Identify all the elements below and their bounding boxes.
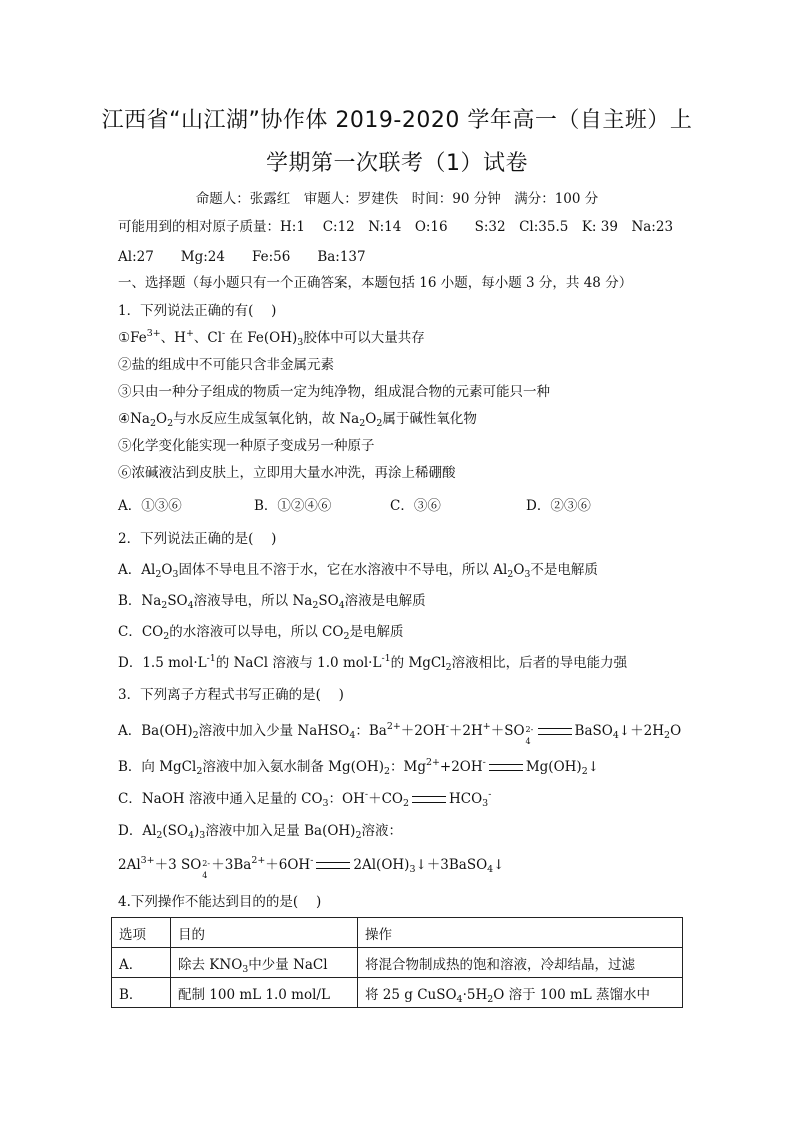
question-1-statement-1: $①Fe^{3+}$、H+、Cl- 在 $Fe(OH)_3$胶体中可以大量共存 (118, 328, 425, 348)
question-1-statement-3: ③只由一种分子组成的物质一定为纯净物，组成混合物的元素可能只一种 (118, 384, 550, 400)
option-b[interactable]: B．①②④⑥ (254, 498, 332, 514)
question-1-statement-2: ②盐的组成中不可能只含非金属元素 (118, 357, 334, 373)
atomic-masses-line1: 可能用到的相对原子质量：H:1 C:12 N:14 O:16 S:32 Cl:35.5 K: 39 Na:23 (118, 219, 674, 235)
table-row (112, 948, 683, 978)
equals-sign (412, 796, 446, 803)
table-cell-goal: 配制 100 mL 1.0 mol/L (171, 978, 358, 1008)
question-2-option-c[interactable]: C．$CO_2$的水溶液可以导电，所以 $CO_2$是电解质 (118, 624, 404, 642)
equals-sign (489, 764, 523, 771)
question-3-option-c[interactable]: C．NaOH 溶液中通入足量的 $CO_3$：$OH^-+CO_2$ $HCO_3^-$ (118, 789, 492, 809)
table-header-row (112, 918, 683, 948)
table-cell-goal: 除去 $KNO_3$中少量 NaCl (171, 948, 358, 978)
option-c[interactable]: C．③⑥ (390, 498, 441, 514)
question-2-option-a[interactable]: A．$Al_2O_3$固体不导电且不溶于水，它在水溶液中不导电，所以 $Al_2O_3$不是电解质 (118, 562, 598, 580)
table-cell-operation: 将混合物制成热的饱和溶液，冷却结晶，过滤 (358, 948, 683, 978)
question-1-stem: 1．下列说法正确的有( ) (118, 303, 277, 319)
question-2-option-b[interactable]: B．$Na_2SO_4$溶液导电，所以 $Na_2SO_4$溶液是电解质 (118, 593, 426, 611)
question-1-options (118, 497, 591, 515)
question-1-statement-4: $④Na_2O_2$与水反应生成氢氧化钠，故 $Na_2O_2$属于碱性氧化物 (118, 411, 477, 429)
question-1-statement-6: ⑥浓碱液沾到皮肤上，立即用大量水冲洗，再涂上稀硼酸 (118, 465, 456, 481)
section-heading: 一、选择题（每小题只有一个正确答案，本题包括 16 小题，每小题 3 分，共 48 分） (118, 275, 633, 291)
option-d[interactable]: D．②③⑥ (526, 498, 591, 514)
option-a[interactable]: A．①③⑥ (118, 498, 182, 514)
question-3-option-d-equation: $2Al^{3+}+3$ SO 2- 4 $+3Ba^{2+}+6OH^-$ $2Al(OH)_3↓+3BaSO_4↓$ (118, 855, 505, 880)
table-header-cell: 目的 (171, 918, 358, 948)
atomic-masses-line2: Al:27 Mg:24 Fe:56 Ba:137 (118, 249, 366, 265)
question-3-option-d[interactable]: D．$Al_2(SO_4)_3$溶液中加入足量 $Ba(OH)_2$溶液： (118, 823, 402, 841)
question-4-stem: 4.下列操作不能达到目的的是( ) (118, 894, 322, 910)
table-header-cell: 选项 (112, 918, 171, 948)
question-4-table (111, 917, 683, 1008)
exam-meta: 命题人：张露红 审题人：罗建佚 时间：90 分钟 满分：100 分 (195, 191, 599, 207)
table-row (112, 978, 683, 1008)
question-3-option-b[interactable]: B．向 MgCl$_2$溶液中加入氨水制备 $Mg(OH)_2$：$Mg^{2+}+2OH^-$ $Mg(OH)_2↓$ (118, 757, 600, 777)
equals-sign (538, 728, 572, 735)
question-3-stem: 3．下列离子方程式书写正确的是( ) (118, 687, 344, 703)
table-cell-operation: 将 25 g $CuSO_4\cdot 5H_2O$ 溶于 100 mL 蒸馏水中 (358, 978, 683, 1008)
question-3-option-a[interactable]: A．$Ba(OH)_2$溶液中加入少量 NaHSO$_4$：$Ba^{2+}+2OH^-+2H^++SO$ 2- 4 $BaSO_4↓+2H_2O$ (118, 721, 682, 746)
exam-title-line2: 学期第一次联考（1）试卷 (266, 151, 528, 176)
exam-title-line1: 江西省“山江湖”协作体 2019-2020 学年高一（自主班）上 (101, 108, 693, 133)
question-1-statement-5: ⑤化学变化能实现一种原子变成另一种原子 (118, 438, 375, 454)
question-2-stem: 2．下列说法正确的是( ) (118, 531, 277, 547)
table-cell-option[interactable]: A． (112, 948, 171, 978)
equals-sign (316, 862, 350, 869)
table-header-cell: 操作 (358, 918, 683, 948)
question-2-option-d[interactable]: D．1.5 $mol\cdot L^{-1}$的 NaCl 溶液与 1.0 $mol\cdot L^{-1}$的 MgCl$_2$溶液相比，后者的导电能力强 (118, 653, 628, 673)
table-cell-option[interactable]: B． (112, 978, 171, 1008)
